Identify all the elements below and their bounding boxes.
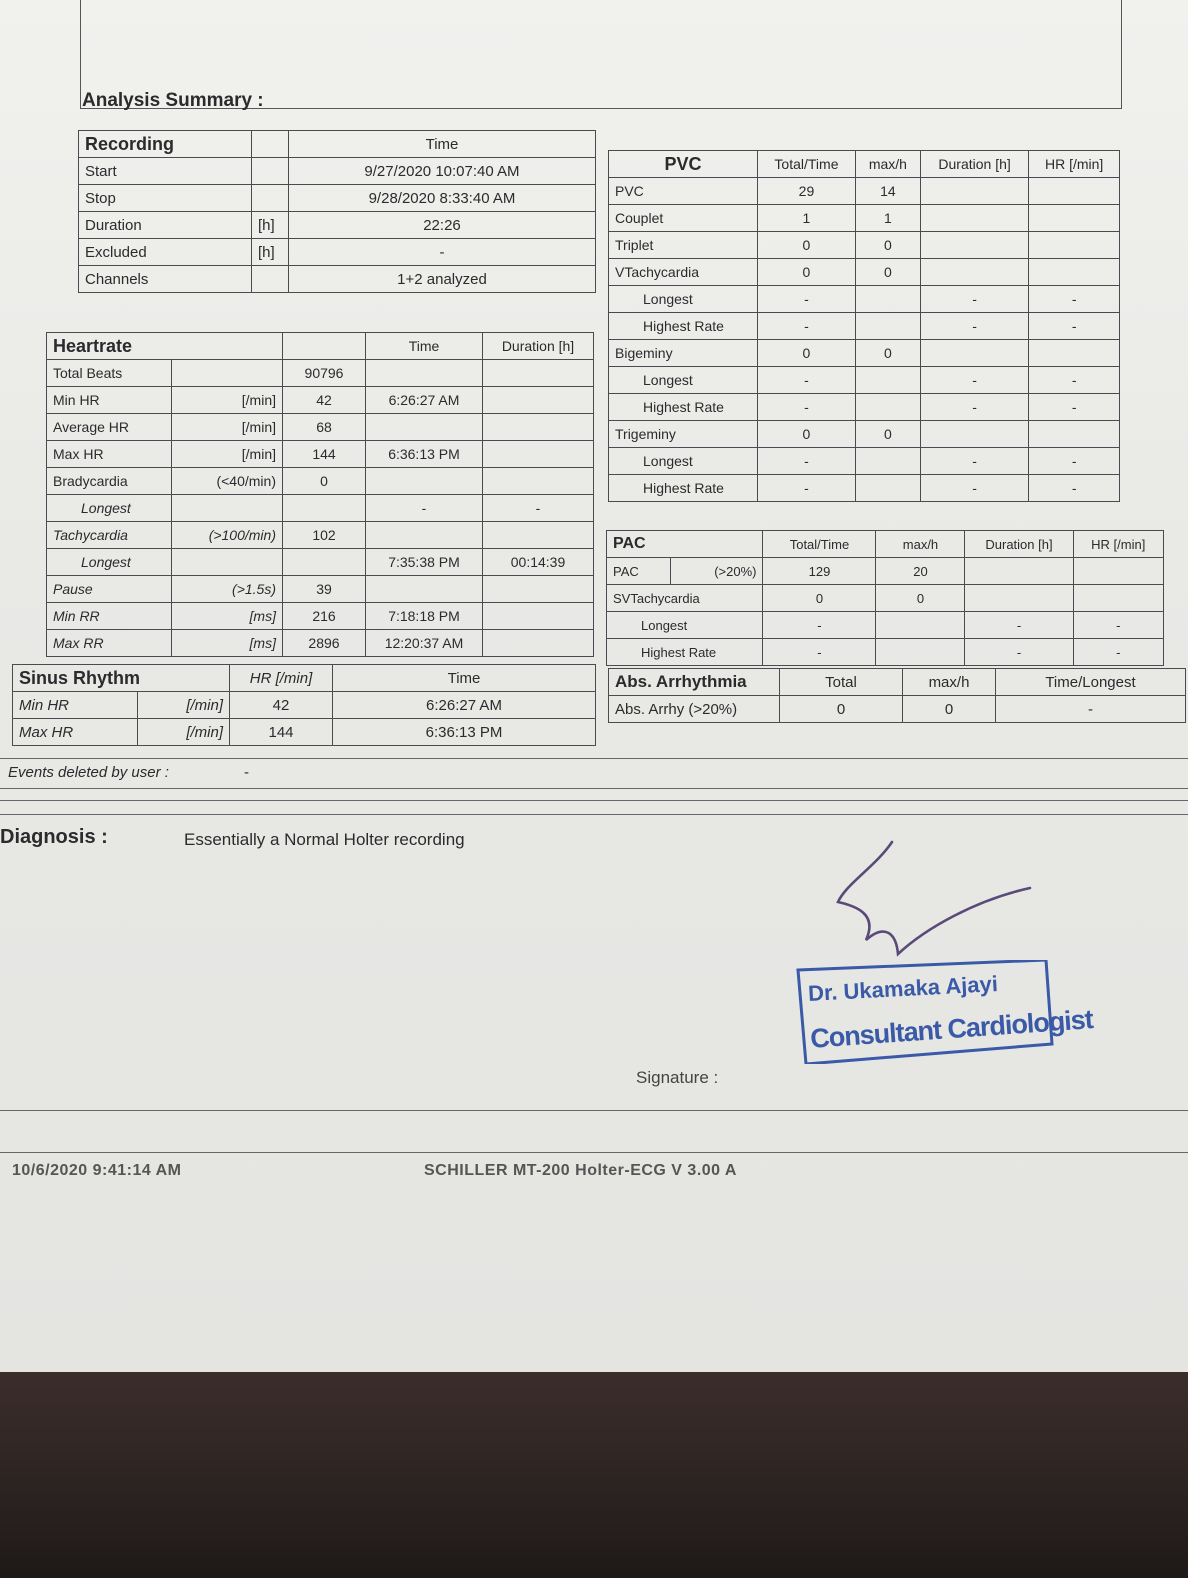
duration-header: Duration [h] <box>483 333 594 360</box>
time-header: Time <box>366 333 483 360</box>
col-header: Time/Longest <box>996 669 1186 696</box>
row-label: Triplet <box>609 232 758 259</box>
row-time <box>366 576 483 603</box>
table-row <box>609 696 1186 723</box>
cell: - <box>758 475 856 502</box>
row-duration <box>483 603 594 630</box>
row-label: Stop <box>79 185 252 212</box>
row-label: Longest <box>47 495 172 522</box>
cell: 129 <box>763 558 876 585</box>
row-label: Max HR <box>47 441 172 468</box>
row-label: PAC <box>607 558 671 585</box>
table-row <box>47 522 594 549</box>
row-unit <box>252 158 289 185</box>
cell: 0 <box>758 259 856 286</box>
table-row <box>609 232 1120 259</box>
cell: - <box>965 639 1073 666</box>
divider <box>0 1152 1188 1153</box>
cell <box>855 313 920 340</box>
row-time: - <box>366 495 483 522</box>
table-row <box>47 441 594 468</box>
cell <box>855 448 920 475</box>
cell <box>855 367 920 394</box>
cell <box>1029 259 1120 286</box>
table-row <box>609 313 1120 340</box>
cell: - <box>763 639 876 666</box>
pac-header: PAC <box>607 531 763 558</box>
row-value: 90796 <box>283 360 366 387</box>
cell: - <box>996 696 1186 723</box>
row-unit: [h] <box>252 239 289 266</box>
row-unit <box>172 549 283 576</box>
table-row <box>609 340 1120 367</box>
cell <box>920 340 1028 367</box>
table-row <box>607 531 1164 558</box>
row-value: 216 <box>283 603 366 630</box>
row-unit <box>252 266 289 293</box>
footer-software: SCHILLER MT-200 Holter-ECG V 3.00 A <box>424 1162 737 1179</box>
cell: - <box>1029 475 1120 502</box>
cell <box>1029 178 1120 205</box>
row-value: 42 <box>283 387 366 414</box>
stamp-name: Dr. Ukamaka Ajayi <box>807 971 999 1006</box>
table-row <box>79 131 596 158</box>
recording-header: Recording <box>79 131 252 158</box>
cell: - <box>758 394 856 421</box>
row-duration <box>483 387 594 414</box>
row-unit: (>1.5s) <box>172 576 283 603</box>
table-row <box>47 630 594 657</box>
cell: - <box>1029 313 1120 340</box>
row-unit <box>172 360 283 387</box>
cell: 0 <box>876 585 965 612</box>
table-row <box>47 333 594 360</box>
row-unit: [/min] <box>172 414 283 441</box>
row-label: Pause <box>47 576 172 603</box>
cell: - <box>758 286 856 313</box>
cell <box>920 178 1028 205</box>
col-header: max/h <box>876 531 965 558</box>
cell: 0 <box>855 421 920 448</box>
col-header: max/h <box>855 151 920 178</box>
cell: - <box>1073 639 1164 666</box>
row-label: Max HR <box>13 719 138 746</box>
cell: - <box>1029 394 1120 421</box>
footer-datetime: 10/6/2020 9:41:14 AM <box>12 1162 182 1179</box>
cell: 29 <box>758 178 856 205</box>
table-row <box>609 367 1120 394</box>
cell <box>876 612 965 639</box>
row-label: Duration <box>79 212 252 239</box>
row-value: 9/27/2020 10:07:40 AM <box>289 158 596 185</box>
cell: 0 <box>903 696 996 723</box>
signature-label: Signature : <box>636 1068 719 1087</box>
cell: 0 <box>855 340 920 367</box>
row-value: 0 <box>283 468 366 495</box>
table-row <box>13 692 596 719</box>
table-row <box>47 576 594 603</box>
row-label: Average HR <box>47 414 172 441</box>
row-time <box>366 360 483 387</box>
cell <box>1073 585 1164 612</box>
row-time <box>366 468 483 495</box>
table-row <box>79 212 596 239</box>
cell <box>855 475 920 502</box>
row-unit: (>100/min) <box>172 522 283 549</box>
row-label: Trigeminy <box>609 421 758 448</box>
row-label: Highest Rate <box>607 639 763 666</box>
table-row <box>609 286 1120 313</box>
table-row <box>607 639 1164 666</box>
cell: 0 <box>855 259 920 286</box>
row-value: 144 <box>230 719 333 746</box>
table-row <box>607 612 1164 639</box>
table-row <box>47 414 594 441</box>
col-header: HR [/min] <box>1029 151 1120 178</box>
abs-header: Abs. Arrhythmia <box>609 669 780 696</box>
row-label: VTachycardia <box>609 259 758 286</box>
row-label: Couplet <box>609 205 758 232</box>
row-label: PVC <box>609 178 758 205</box>
cell: - <box>758 313 856 340</box>
cell: - <box>920 394 1028 421</box>
cell: - <box>920 448 1028 475</box>
cell: 0 <box>758 421 856 448</box>
time-header: Time <box>289 131 596 158</box>
row-value: 144 <box>283 441 366 468</box>
signature-scribble <box>826 836 1036 966</box>
row-value: 42 <box>230 692 333 719</box>
row-label: Max RR <box>47 630 172 657</box>
cell <box>920 259 1028 286</box>
cell <box>920 232 1028 259</box>
recording-table <box>78 130 596 293</box>
row-label: SVTachycardia <box>607 585 763 612</box>
row-unit: [/min] <box>137 692 229 719</box>
row-duration <box>483 522 594 549</box>
row-time: 12:20:37 AM <box>366 630 483 657</box>
row-unit <box>172 495 283 522</box>
row-label: Min RR <box>47 603 172 630</box>
cell <box>876 639 965 666</box>
table-row <box>79 158 596 185</box>
sinus-header: Sinus Rhythm <box>13 665 230 692</box>
cell <box>1029 232 1120 259</box>
cell: - <box>965 612 1073 639</box>
row-unit: [h] <box>252 212 289 239</box>
row-value: 39 <box>283 576 366 603</box>
col-header: Duration [h] <box>965 531 1073 558</box>
cell: 0 <box>855 232 920 259</box>
row-value: 68 <box>283 414 366 441</box>
row-value: 9/28/2020 8:33:40 AM <box>289 185 596 212</box>
row-time: 6:36:13 PM <box>333 719 596 746</box>
pvc-table <box>608 150 1120 502</box>
row-value <box>283 495 366 522</box>
row-label: Highest Rate <box>609 313 758 340</box>
row-label: Highest Rate <box>609 394 758 421</box>
row-label: Tachycardia <box>47 522 172 549</box>
table-row <box>13 719 596 746</box>
col-header: Total/Time <box>758 151 856 178</box>
cell: - <box>920 475 1028 502</box>
row-unit: [/min] <box>137 719 229 746</box>
row-duration <box>483 360 594 387</box>
stamp-title: Consultant Cardiologist <box>809 1004 1094 1054</box>
row-time <box>366 414 483 441</box>
row-time: 7:18:18 PM <box>366 603 483 630</box>
analysis-summary-title: Analysis Summary : <box>82 90 264 111</box>
heartrate-table <box>46 332 594 657</box>
table-row <box>79 185 596 212</box>
row-value: - <box>289 239 596 266</box>
divider <box>0 758 1188 759</box>
row-duration <box>483 630 594 657</box>
table-row <box>47 549 594 576</box>
table-row <box>609 259 1120 286</box>
table-row <box>47 387 594 414</box>
table-row <box>609 448 1120 475</box>
cell <box>1029 340 1120 367</box>
abs-arrhythmia-table <box>608 668 1186 723</box>
background-surface <box>0 1372 1188 1578</box>
row-value: 102 <box>283 522 366 549</box>
row-time: 6:26:27 AM <box>366 387 483 414</box>
row-label: Channels <box>79 266 252 293</box>
cell: - <box>1029 367 1120 394</box>
cell: 14 <box>855 178 920 205</box>
cell: 0 <box>758 340 856 367</box>
cell: 0 <box>780 696 903 723</box>
cell: - <box>920 286 1028 313</box>
row-label: Min HR <box>13 692 138 719</box>
table-row <box>47 495 594 522</box>
row-label: Longest <box>47 549 172 576</box>
table-row <box>609 394 1120 421</box>
table-row <box>609 421 1120 448</box>
cell: - <box>920 367 1028 394</box>
table-row <box>609 475 1120 502</box>
row-time: 7:35:38 PM <box>366 549 483 576</box>
cell <box>965 558 1073 585</box>
table-row <box>79 239 596 266</box>
row-label: Start <box>79 158 252 185</box>
cell <box>920 205 1028 232</box>
cell: 1 <box>855 205 920 232</box>
row-duration <box>483 441 594 468</box>
row-label: Excluded <box>79 239 252 266</box>
row-label: Total Beats <box>47 360 172 387</box>
row-label: Longest <box>609 286 758 313</box>
cell: - <box>920 313 1028 340</box>
cell <box>1029 205 1120 232</box>
row-label: Bigeminy <box>609 340 758 367</box>
cell: - <box>758 367 856 394</box>
row-label: Longest <box>609 367 758 394</box>
events-deleted-value: - <box>244 764 249 781</box>
diagnosis-label: Diagnosis : <box>0 826 108 848</box>
col-header: max/h <box>903 669 996 696</box>
row-value: 1+2 analyzed <box>289 266 596 293</box>
cell <box>920 421 1028 448</box>
col-header: Total/Time <box>763 531 876 558</box>
divider <box>0 800 1188 801</box>
table-row <box>609 151 1120 178</box>
row-label: Bradycardia <box>47 468 172 495</box>
row-value <box>283 549 366 576</box>
table-row <box>607 585 1164 612</box>
row-time <box>366 522 483 549</box>
cell <box>855 394 920 421</box>
table-row <box>47 360 594 387</box>
row-label: Highest Rate <box>609 475 758 502</box>
row-unit: [/min] <box>172 387 283 414</box>
divider <box>0 788 1188 789</box>
cell <box>1073 558 1164 585</box>
cell <box>1029 421 1120 448</box>
table-row <box>607 558 1164 585</box>
col-header: HR [/min] <box>1073 531 1164 558</box>
table-row <box>47 468 594 495</box>
heartrate-header: Heartrate <box>47 333 283 360</box>
row-value: 2896 <box>283 630 366 657</box>
cell: - <box>758 448 856 475</box>
row-duration <box>483 576 594 603</box>
cell: - <box>1073 612 1164 639</box>
cell: 0 <box>758 232 856 259</box>
cell: - <box>1029 286 1120 313</box>
row-label: Longest <box>607 612 763 639</box>
cell: - <box>1029 448 1120 475</box>
cell <box>965 585 1073 612</box>
row-unit: [ms] <box>172 630 283 657</box>
row-time: 6:26:27 AM <box>333 692 596 719</box>
row-duration <box>483 414 594 441</box>
cell: 0 <box>763 585 876 612</box>
sinus-rhythm-table <box>12 664 596 746</box>
cell: - <box>763 612 876 639</box>
table-row <box>79 266 596 293</box>
row-label: Abs. Arrhy (>20%) <box>609 696 780 723</box>
cell <box>855 286 920 313</box>
table-row <box>13 665 596 692</box>
table-row <box>609 669 1186 696</box>
cell: 20 <box>876 558 965 585</box>
row-label: Longest <box>609 448 758 475</box>
table-row <box>609 205 1120 232</box>
events-deleted-label: Events deleted by user : <box>8 764 169 781</box>
doctor-stamp <box>796 960 1094 1060</box>
row-duration: - <box>483 495 594 522</box>
diagnosis-text: Essentially a Normal Holter recording <box>184 830 465 849</box>
row-unit: [/min] <box>172 441 283 468</box>
row-duration: 00:14:39 <box>483 549 594 576</box>
row-value: 22:26 <box>289 212 596 239</box>
pac-table <box>606 530 1164 666</box>
row-unit: (>20%) <box>671 558 763 585</box>
row-unit: (<40/min) <box>172 468 283 495</box>
divider <box>0 814 1188 815</box>
row-label: Min HR <box>47 387 172 414</box>
row-duration <box>483 468 594 495</box>
divider <box>0 1110 1188 1111</box>
table-row <box>609 178 1120 205</box>
table-row <box>47 603 594 630</box>
time-header: Time <box>333 665 596 692</box>
row-time: 6:36:13 PM <box>366 441 483 468</box>
col-header: Total <box>780 669 903 696</box>
row-unit <box>252 185 289 212</box>
pvc-header: PVC <box>609 151 758 178</box>
row-unit: [ms] <box>172 603 283 630</box>
hr-header: HR [/min] <box>230 665 333 692</box>
cell: 1 <box>758 205 856 232</box>
col-header: Duration [h] <box>920 151 1028 178</box>
